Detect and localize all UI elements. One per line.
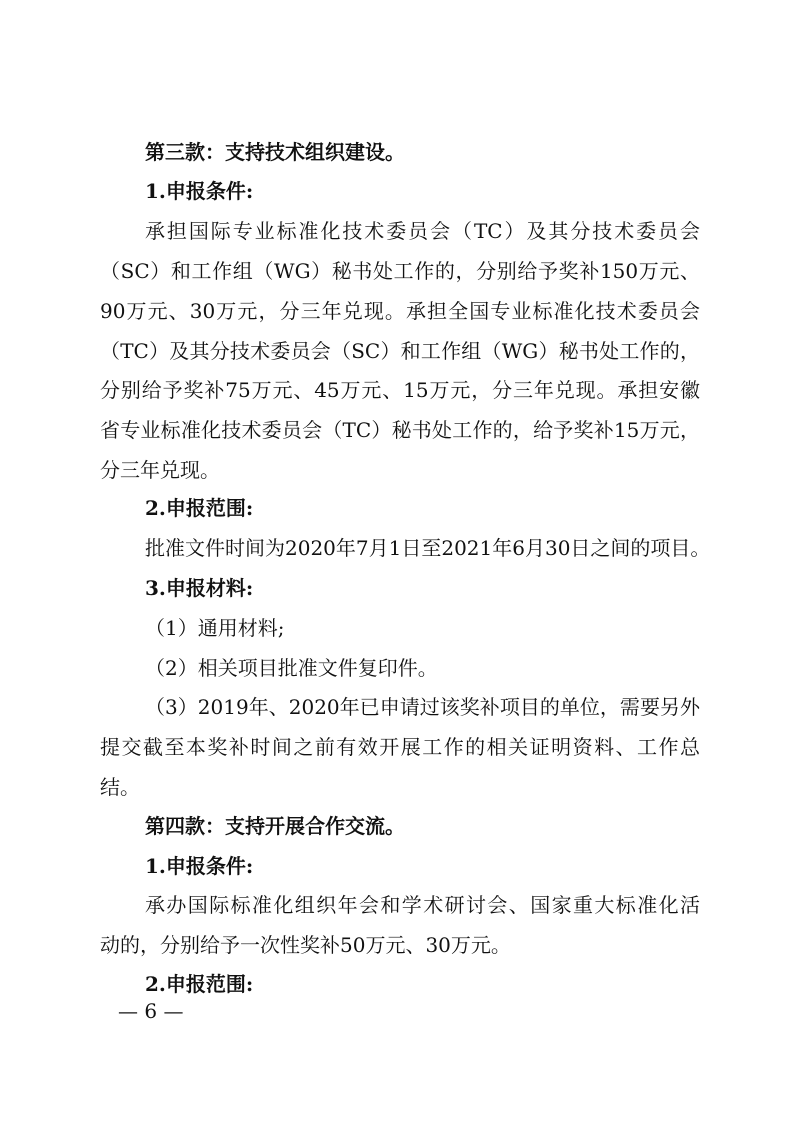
section3-paragraph-line: 分别给予奖补75万元、45万元、15万元，分三年兑现。承担安徽 bbox=[100, 378, 700, 402]
section3-paragraph-line: （SC）和工作组（WG）秘书处工作的，分别给予奖补150万元、 bbox=[100, 259, 700, 283]
section3-paragraph-line: 分三年兑现。 bbox=[100, 458, 220, 482]
section3-paragraph-line: 承担国际专业标准化技术委员会（TC）及其分技术委员会 bbox=[145, 219, 700, 243]
section4-title: 第四款：支持开展合作交流。 bbox=[145, 814, 405, 838]
section3-paragraph-line: 90万元、30万元，分三年兑现。承担全国专业标准化技术委员会 bbox=[100, 299, 700, 323]
section3-heading-conditions: 1.申报条件: bbox=[145, 179, 254, 203]
section4-heading-scope: 2.申报范围: bbox=[145, 972, 254, 996]
section3-title: 第三款：支持技术组织建设。 bbox=[145, 140, 405, 164]
material-item: （2）相关项目批准文件复印件。 bbox=[145, 656, 438, 680]
section3-heading-materials: 3.申报材料: bbox=[145, 576, 254, 600]
section3-paragraph-line: 省专业标准化技术委员会（TC）秘书处工作的，给予奖补15万元， bbox=[100, 418, 700, 442]
material-item-line: 结。 bbox=[100, 775, 140, 799]
page-number: — 6 — bbox=[118, 999, 184, 1023]
section3-scope-text: 批准文件时间为2020年7月1日至2021年6月30日之间的项目。 bbox=[145, 536, 711, 560]
section3-heading-scope: 2.申报范围: bbox=[145, 496, 254, 520]
material-item: （1）通用材料; bbox=[145, 616, 285, 640]
section4-paragraph-line: 承办国际标准化组织年会和学术研讨会、国家重大标准化活 bbox=[145, 893, 700, 917]
section3-paragraph-line: （TC）及其分技术委员会（SC）和工作组（WG）秘书处工作的， bbox=[100, 339, 700, 363]
section4-paragraph-line: 动的，分别给予一次性奖补50万元、30万元。 bbox=[100, 933, 511, 957]
material-item-line: （3）2019年、2020年已申请过该奖补项目的单位，需要另外 bbox=[145, 695, 700, 719]
section4-heading-conditions: 1.申报条件: bbox=[145, 854, 254, 878]
material-item-line: 提交截至本奖补时间之前有效开展工作的相关证明资料、工作总 bbox=[100, 735, 700, 759]
